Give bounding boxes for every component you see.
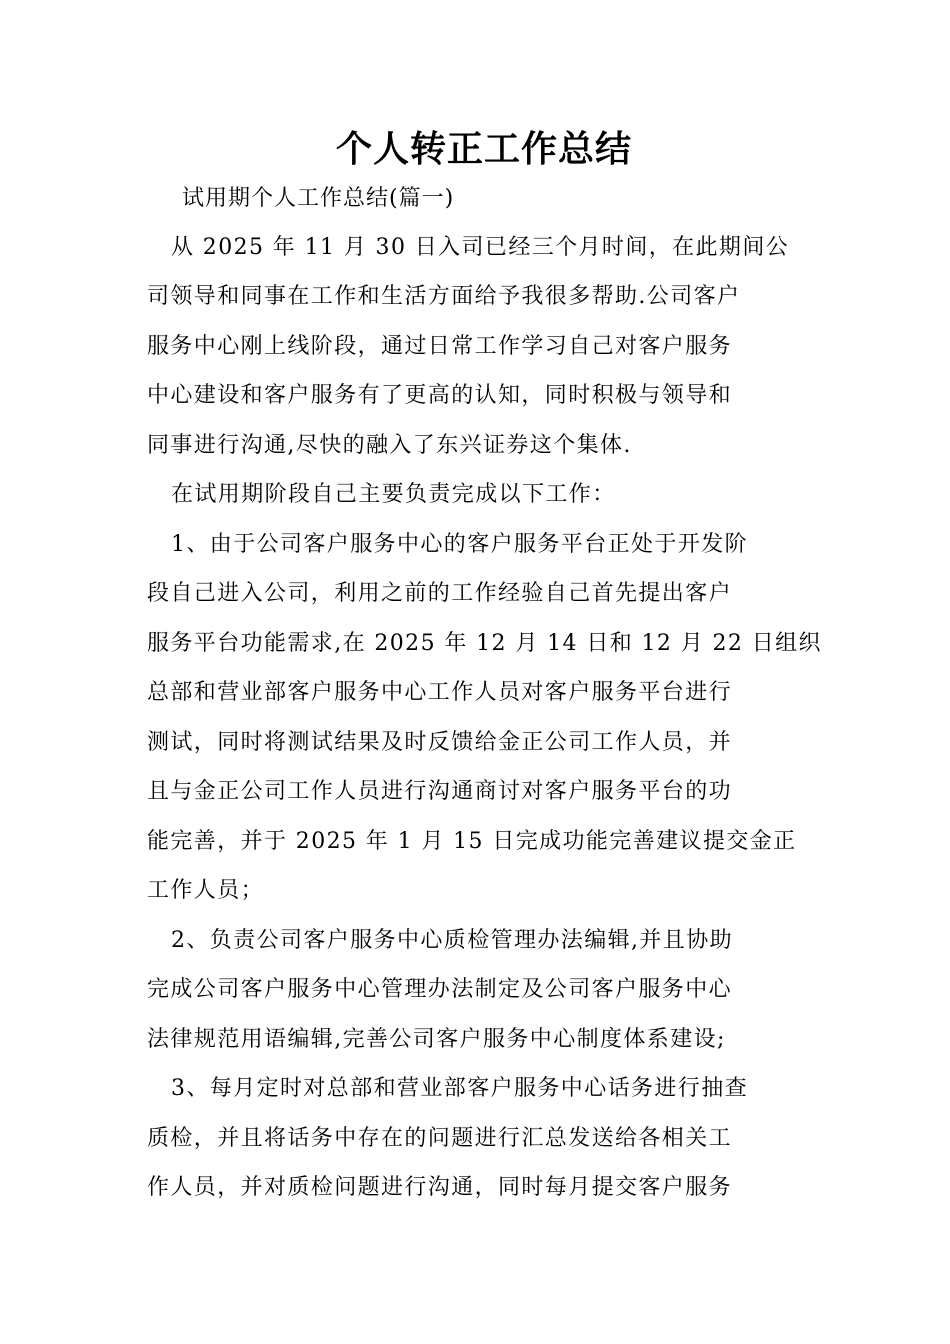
paragraph-line: 测试，同时将测试结果及时反馈给金正公司工作人员，并 (147, 730, 733, 755)
paragraph-line: 2、负责公司客户服务中心质检管理办法编辑,并且协助 (171, 928, 733, 953)
paragraph-line: 同事进行沟通,尽快的融入了东兴证券这个集体. (147, 433, 632, 458)
paragraph-line: 法律规范用语编辑,完善公司客户服务中心制度体系建设; (147, 1027, 726, 1052)
paragraph-line: 能完善，并于 2025 年 1 月 15 日完成功能完善建议提交金正 (147, 829, 797, 854)
paragraph-line: 质检，并且将话务中存在的问题进行汇总发送给各相关工 (147, 1126, 733, 1151)
paragraph-line: 且与金正公司工作人员进行沟通商讨对客户服务平台的功 (147, 779, 733, 804)
paragraph-line: 1、由于公司客户服务中心的客户服务平台正处于开发阶 (171, 532, 748, 557)
paragraph-line: 作人员，并对质检问题进行沟通，同时每月提交客户服务 (147, 1175, 733, 1200)
paragraph-line: 服务平台功能需求,在 2025 年 12 月 14 日和 12 月 22 日组织 (147, 631, 822, 656)
paragraph-line: 段自己进入公司，利用之前的工作经验自己首先提出客户 (147, 581, 733, 606)
paragraph-line: 中心建设和客户服务有了更高的认知，同时积极与领导和 (147, 383, 733, 408)
paragraph-line: 服务中心刚上线阶段，通过日常工作学习自己对客户服务 (147, 334, 733, 359)
paragraph-line: 完成公司客户服务中心管理办法制定及公司客户服务中心 (147, 977, 733, 1002)
paragraph-line: 工作人员； (147, 878, 265, 903)
document-title: 个人转正工作总结 (335, 129, 632, 170)
paragraph-line: 总部和营业部客户服务中心工作人员对客户服务平台进行 (147, 680, 733, 705)
document-subtitle: 试用期个人工作总结(篇一) (182, 186, 455, 211)
paragraph-line: 司领导和同事在工作和生活方面给予我很多帮助.公司客户 (147, 284, 741, 309)
paragraph-line: 3、每月定时对总部和营业部客户服务中心话务进行抽查 (171, 1076, 748, 1101)
paragraph-line: 从 2025 年 11 月 30 日入司已经三个月时间，在此期间公 (171, 235, 790, 260)
paragraph-line: 在试用期阶段自己主要负责完成以下工作： (171, 482, 616, 507)
